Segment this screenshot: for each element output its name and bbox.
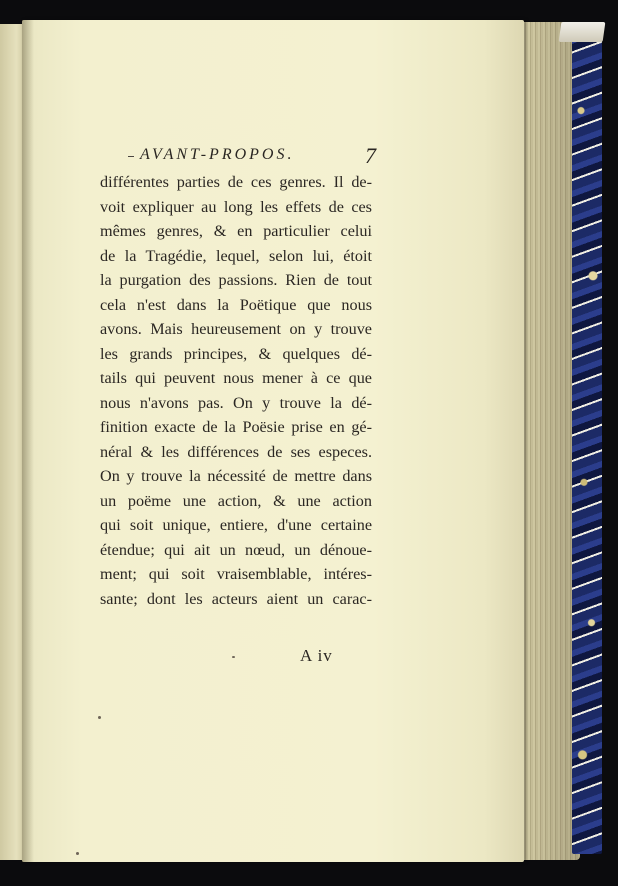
marbled-cover-board — [572, 28, 602, 854]
cover-corner — [559, 22, 606, 42]
text-line: voit expliquer au long les effets de ces — [100, 197, 372, 216]
text-line: un poëme une action, & une action — [100, 491, 372, 510]
running-head — [140, 144, 376, 170]
paper-speck — [76, 852, 79, 855]
text-line: de la Tragédie, lequel, selon lui, étoit — [100, 246, 372, 265]
fore-edge-shadow — [518, 22, 580, 860]
page-number: 7 — [365, 143, 376, 168]
paper-speck — [232, 656, 235, 658]
text-line: cela n'est dans la Poëtique que nous — [100, 295, 372, 314]
text-line: les grands principes, & quelques dé- — [100, 344, 372, 363]
running-head-title: AVANT-PROPOS. — [140, 146, 295, 163]
text-line: nous n'avons pas. On y trouve la dé- — [100, 393, 372, 412]
text-line: tails qui peuvent nous mener à ce que — [100, 369, 372, 387]
running-head-dash — [128, 156, 134, 157]
text-line: On y trouve la nécessité de mettre dans — [100, 467, 372, 485]
gutter-shadow — [22, 20, 34, 862]
paper-speck — [98, 716, 101, 719]
text-line: différentes parties de ces genres. Il de- — [100, 173, 372, 191]
text-line: mêmes genres, & en particulier celui — [100, 222, 372, 240]
text-line: étendue; qui ait un nœud, un dénoue- — [100, 540, 372, 559]
text-line: qui soit unique, entiere, d'une certaine — [100, 516, 372, 534]
text-line: sante; dont les acteurs aient un carac- — [100, 589, 372, 608]
text-line: la purgation des passions. Rien de tout — [100, 271, 372, 289]
text-line: avons. Mais heureusement on y trouve — [100, 320, 372, 338]
text-line: ment; qui soit vraisemblable, intéres- — [100, 565, 372, 583]
signature-mark: A iv — [300, 646, 333, 665]
text-body — [100, 170, 372, 611]
text-line: néral & les différences de ses especes. — [100, 442, 372, 461]
text-line: finition exacte de la Poësie prise en gé- — [100, 418, 372, 436]
